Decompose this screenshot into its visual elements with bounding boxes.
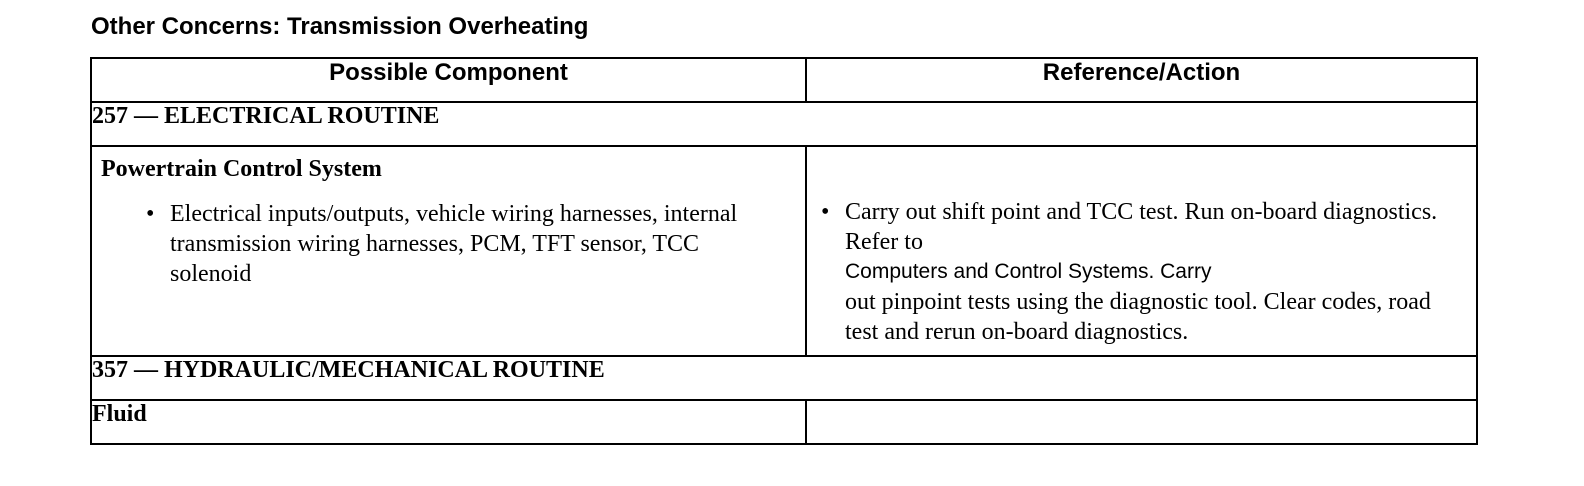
component-cell (91, 146, 806, 356)
bullet-icon: • (821, 199, 830, 225)
action-cell-empty (806, 400, 1477, 444)
component-name: Powertrain Control System (101, 156, 382, 182)
action-reference-link[interactable]: Computers and Control Systems. Carry (845, 260, 1212, 283)
action-text-part2: out pinpoint tests using the diagnostic tool. Clear codes, road test and rerun on-board diagnostics. (845, 289, 1431, 345)
header-possible-component: Possible Component (91, 58, 806, 102)
component-bullet-item (92, 184, 805, 299)
section-heading-electrical: 257 — ELECTRICAL ROUTINE (91, 102, 1477, 146)
section-heading-hydraulic: 357 — HYDRAULIC/MECHANICAL ROUTINE (91, 356, 1477, 400)
page-title: Other Concerns: Transmission Overheating (91, 13, 589, 40)
section-row-hydraulic (91, 356, 1477, 400)
table-row (91, 400, 1477, 444)
section-row-electrical (91, 102, 1477, 146)
diagnostic-table (90, 57, 1478, 445)
action-cell (806, 146, 1477, 356)
action-text (845, 197, 1456, 347)
action-text-part1: Carry out shift point and TCC test. Run on-board diagnostics. Refer to (845, 199, 1438, 255)
table-header-row (91, 58, 1477, 102)
header-reference-action: Reference/Action (806, 58, 1477, 102)
component-name: Fluid (91, 400, 806, 444)
action-bullet-item (807, 147, 1476, 355)
bullet-icon: • (146, 201, 155, 227)
table-row (91, 146, 1477, 356)
component-bullet-text: Electrical inputs/outputs, vehicle wiring harnesses, internal transmission wiring harnesses, PCM, TFT sensor, TCC solenoid (170, 201, 738, 287)
